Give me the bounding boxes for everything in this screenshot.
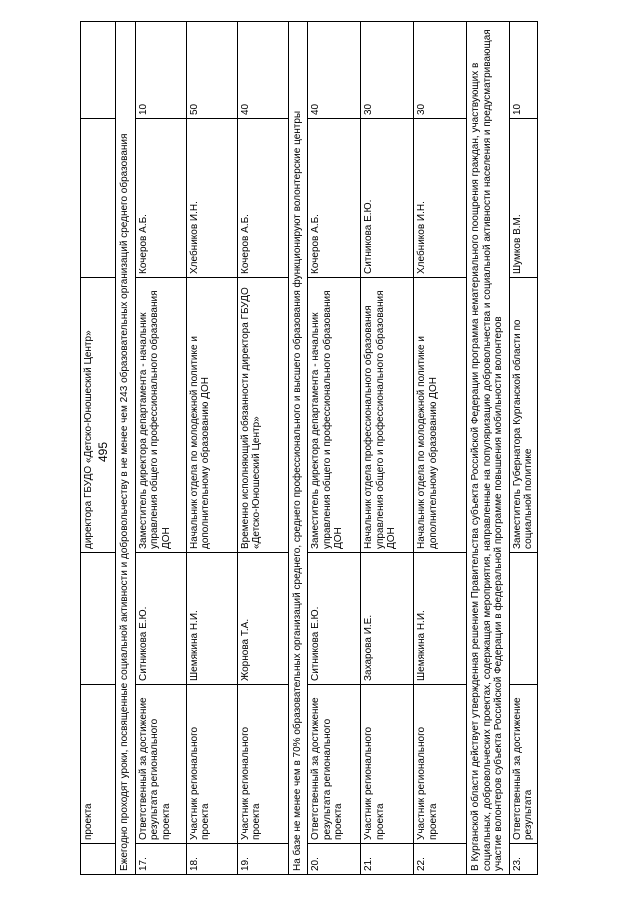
- cell-num: 17.: [135, 844, 186, 875]
- cell-num: 23.: [509, 844, 537, 875]
- cell-position: Начальник отдела по молодежной политике и дополнительному образованию ДОН: [414, 278, 467, 553]
- cell-num: 19.: [237, 844, 288, 875]
- cell-supervisor: Хлебников И.Н.: [414, 119, 467, 278]
- page-number: 495: [96, 441, 110, 463]
- cell-position: Начальник отдела по молодежной политике и дополнительному образованию ДОН: [186, 278, 237, 553]
- section-heading: Ежегодно проходят уроки, посвященные социальной активности и добровольчеству в не менее чем 243 образовательных организаций среднего образования: [116, 22, 136, 875]
- cell-percent: 10: [509, 22, 537, 119]
- cell-supervisor: [81, 119, 116, 278]
- cell-percent: [81, 22, 116, 119]
- cell-role: Участник регионального проекта: [237, 685, 288, 844]
- cell-role: проекта: [81, 685, 116, 844]
- table-row: [361, 22, 414, 875]
- cell-name: Захарова И.Е.: [361, 553, 414, 685]
- cell-role: Ответственный за достижение результата регионального проекта: [308, 685, 361, 844]
- table-row: [414, 22, 467, 875]
- cell-position: Заместитель директора департамента - начальник управления общего и профессионального образования ДОН: [308, 278, 361, 553]
- rotated-table-container: [80, 29, 560, 875]
- cell-supervisor: Кочеров А.Б.: [237, 119, 288, 278]
- cell-name: [81, 553, 116, 685]
- cell-percent: 10: [135, 22, 186, 119]
- cell-name: Шемякина Н.И.: [414, 553, 467, 685]
- cell-position: Начальник отдела профессионального образования управления общего и профессионального образования ДОН: [361, 278, 414, 553]
- cell-percent: 40: [237, 22, 288, 119]
- cell-role: Ответственный за достижение результата: [509, 685, 537, 844]
- cell-supervisor: Кочеров А.Б.: [308, 119, 361, 278]
- section-heading-row: [467, 22, 510, 875]
- cell-name: Ситникова Е.Ю.: [308, 553, 361, 685]
- table-row: [237, 22, 288, 875]
- cell-name: Шемякина Н.И.: [186, 553, 237, 685]
- cell-role: Участник регионального проекта: [186, 685, 237, 844]
- cell-name: [509, 553, 537, 685]
- cell-role: Участник регионального проекта: [414, 685, 467, 844]
- table-row: [135, 22, 186, 875]
- cell-role: Участник регионального проекта: [361, 685, 414, 844]
- cell-percent: 40: [308, 22, 361, 119]
- cell-supervisor: Хлебников И.Н.: [186, 119, 237, 278]
- section-heading-row: [288, 22, 308, 875]
- cell-name: Жорнова Т.А.: [237, 553, 288, 685]
- cell-num: 21.: [361, 844, 414, 875]
- section-heading: В Курганской области действует утвержденная решением Правительства субъекта Российской Федерации программа нематериального поощрения граждан, участвующих в социальных, добровольческих проектах, содержащая мероприятия, направленные на популяризацию добровольчества и социальной активности населения и предусматривающая участие волонтеров субъекта Российской Федерации в федеральной программе повышения мобильности волонтеров: [467, 22, 510, 875]
- cell-percent: 30: [414, 22, 467, 119]
- table-row: [308, 22, 361, 875]
- cell-position: Заместитель Губернатора Курганской области по социальной политике: [509, 278, 537, 553]
- cell-position: директора ГБУДО «Детско-Юношеский Центр»: [81, 278, 116, 553]
- section-heading: На базе не менее чем в 70% образовательных организаций среднего, среднего профессионального и высшего образования функционируют волонтерские центры: [288, 22, 308, 875]
- cell-name: Ситникова Е.Ю.: [135, 553, 186, 685]
- cell-role: Ответственный за достижение результата регионального проекта: [135, 685, 186, 844]
- cell-supervisor: Шумков В.М.: [509, 119, 537, 278]
- table-row: [509, 22, 537, 875]
- table-row: [186, 22, 237, 875]
- cell-percent: 30: [361, 22, 414, 119]
- cell-position: Временно исполняющий обязанности директора ГБУДО «Детско-Юношеский Центр»: [237, 278, 288, 553]
- cell-num: 22.: [414, 844, 467, 875]
- cell-supervisor: Кочеров А.Б.: [135, 119, 186, 278]
- cell-num: 18.: [186, 844, 237, 875]
- cell-percent: 50: [186, 22, 237, 119]
- cell-position: Заместитель директора департамента - начальник управления общего и профессионального образования ДОН: [135, 278, 186, 553]
- responsibility-table: [80, 21, 538, 875]
- cell-num: 20.: [308, 844, 361, 875]
- cell-num: [81, 844, 116, 875]
- table-row: [81, 22, 116, 875]
- section-heading-row: [116, 22, 136, 875]
- cell-supervisor: Ситникова Е.Ю.: [361, 119, 414, 278]
